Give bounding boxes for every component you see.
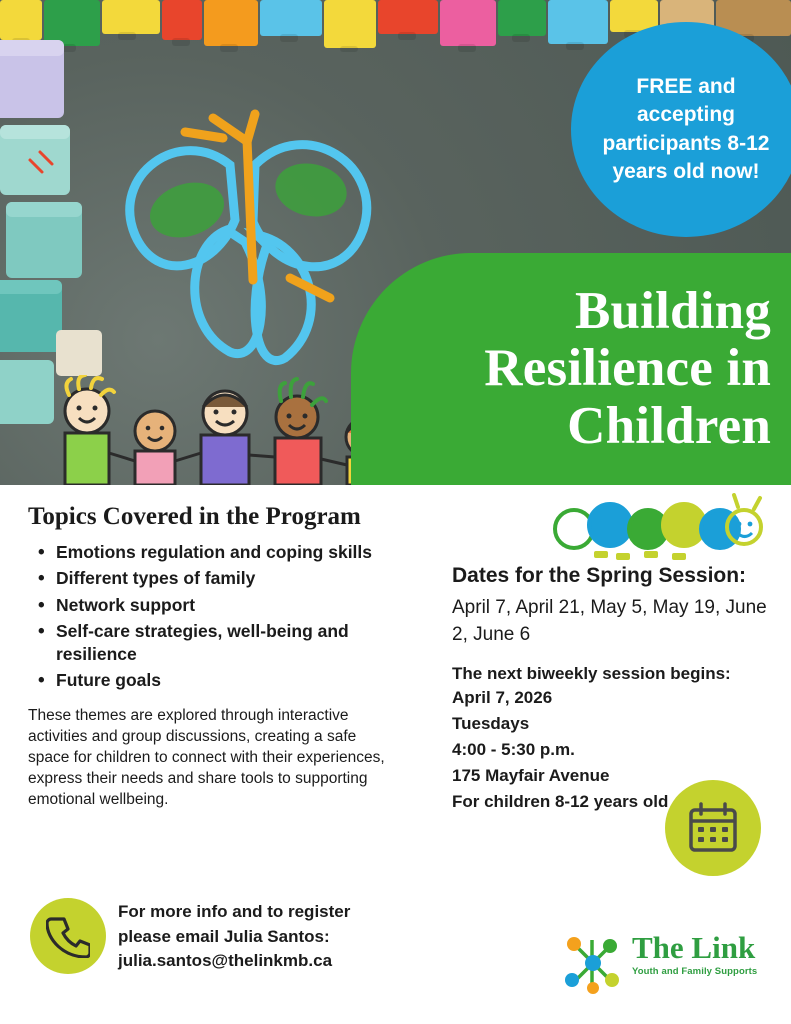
organization-logo: [560, 930, 770, 1000]
title-banner: [351, 253, 791, 485]
contact-email[interactable]: julia.santos@thelinkmb.ca: [118, 951, 333, 971]
phone-icon: [46, 914, 90, 958]
topics-list: [32, 541, 428, 693]
phone-icon-badge: [30, 898, 106, 974]
list-item: • Emotions regulation and coping skills: [32, 541, 428, 564]
next-session-time: 4:00 - 5:30 p.m.: [452, 739, 575, 759]
list-item: • Network support: [32, 594, 428, 617]
contact-block: [118, 900, 448, 974]
free-badge-text: FREE and accepting participants 8-12 years old now!: [602, 74, 770, 183]
logo-name: The Link: [632, 930, 756, 965]
next-session-age: For children 8-12 years old: [452, 791, 669, 811]
next-session-date: April 7, 2026: [452, 688, 553, 708]
list-item: • Different types of family: [32, 567, 428, 590]
topics-paragraph: These themes are explored through interactive activities and group discussions, creating a safe space for children to connect with their experiences, express their needs and share tools to supporting emotional wellbeing.: [28, 706, 385, 808]
logo-text: [632, 932, 757, 977]
contact-line-1: For more info and to register: [118, 902, 351, 921]
caterpillar-icon: [548, 493, 763, 563]
page-title: Building Resilience in Children: [484, 282, 771, 455]
dates-heading: Dates for the Spring Session:: [452, 564, 747, 587]
list-item: • Future goals: [32, 669, 428, 692]
calendar-icon: [687, 802, 739, 854]
list-item: • Self-care strategies, well-being and resilience: [32, 620, 428, 667]
link-network-icon: [560, 930, 626, 996]
hero-photo: [0, 0, 791, 485]
logo-tagline: Youth and Family Supports: [632, 966, 758, 977]
dates-list: April 7, April 21, May 5, May 19, June 2, June 6: [452, 597, 767, 646]
free-badge: [571, 22, 791, 237]
next-session-heading: The next biweekly session begins:: [452, 664, 731, 684]
next-session-location: 175 Mayfair Avenue: [452, 765, 610, 785]
topics-heading: Topics Covered in the Program: [28, 503, 361, 530]
calendar-icon-badge: [665, 780, 761, 876]
contact-line-2: please email Julia Santos:: [118, 926, 330, 946]
topics-section: [28, 503, 428, 810]
next-session-day: Tuesdays: [452, 714, 530, 734]
schedule-section: [452, 563, 772, 814]
